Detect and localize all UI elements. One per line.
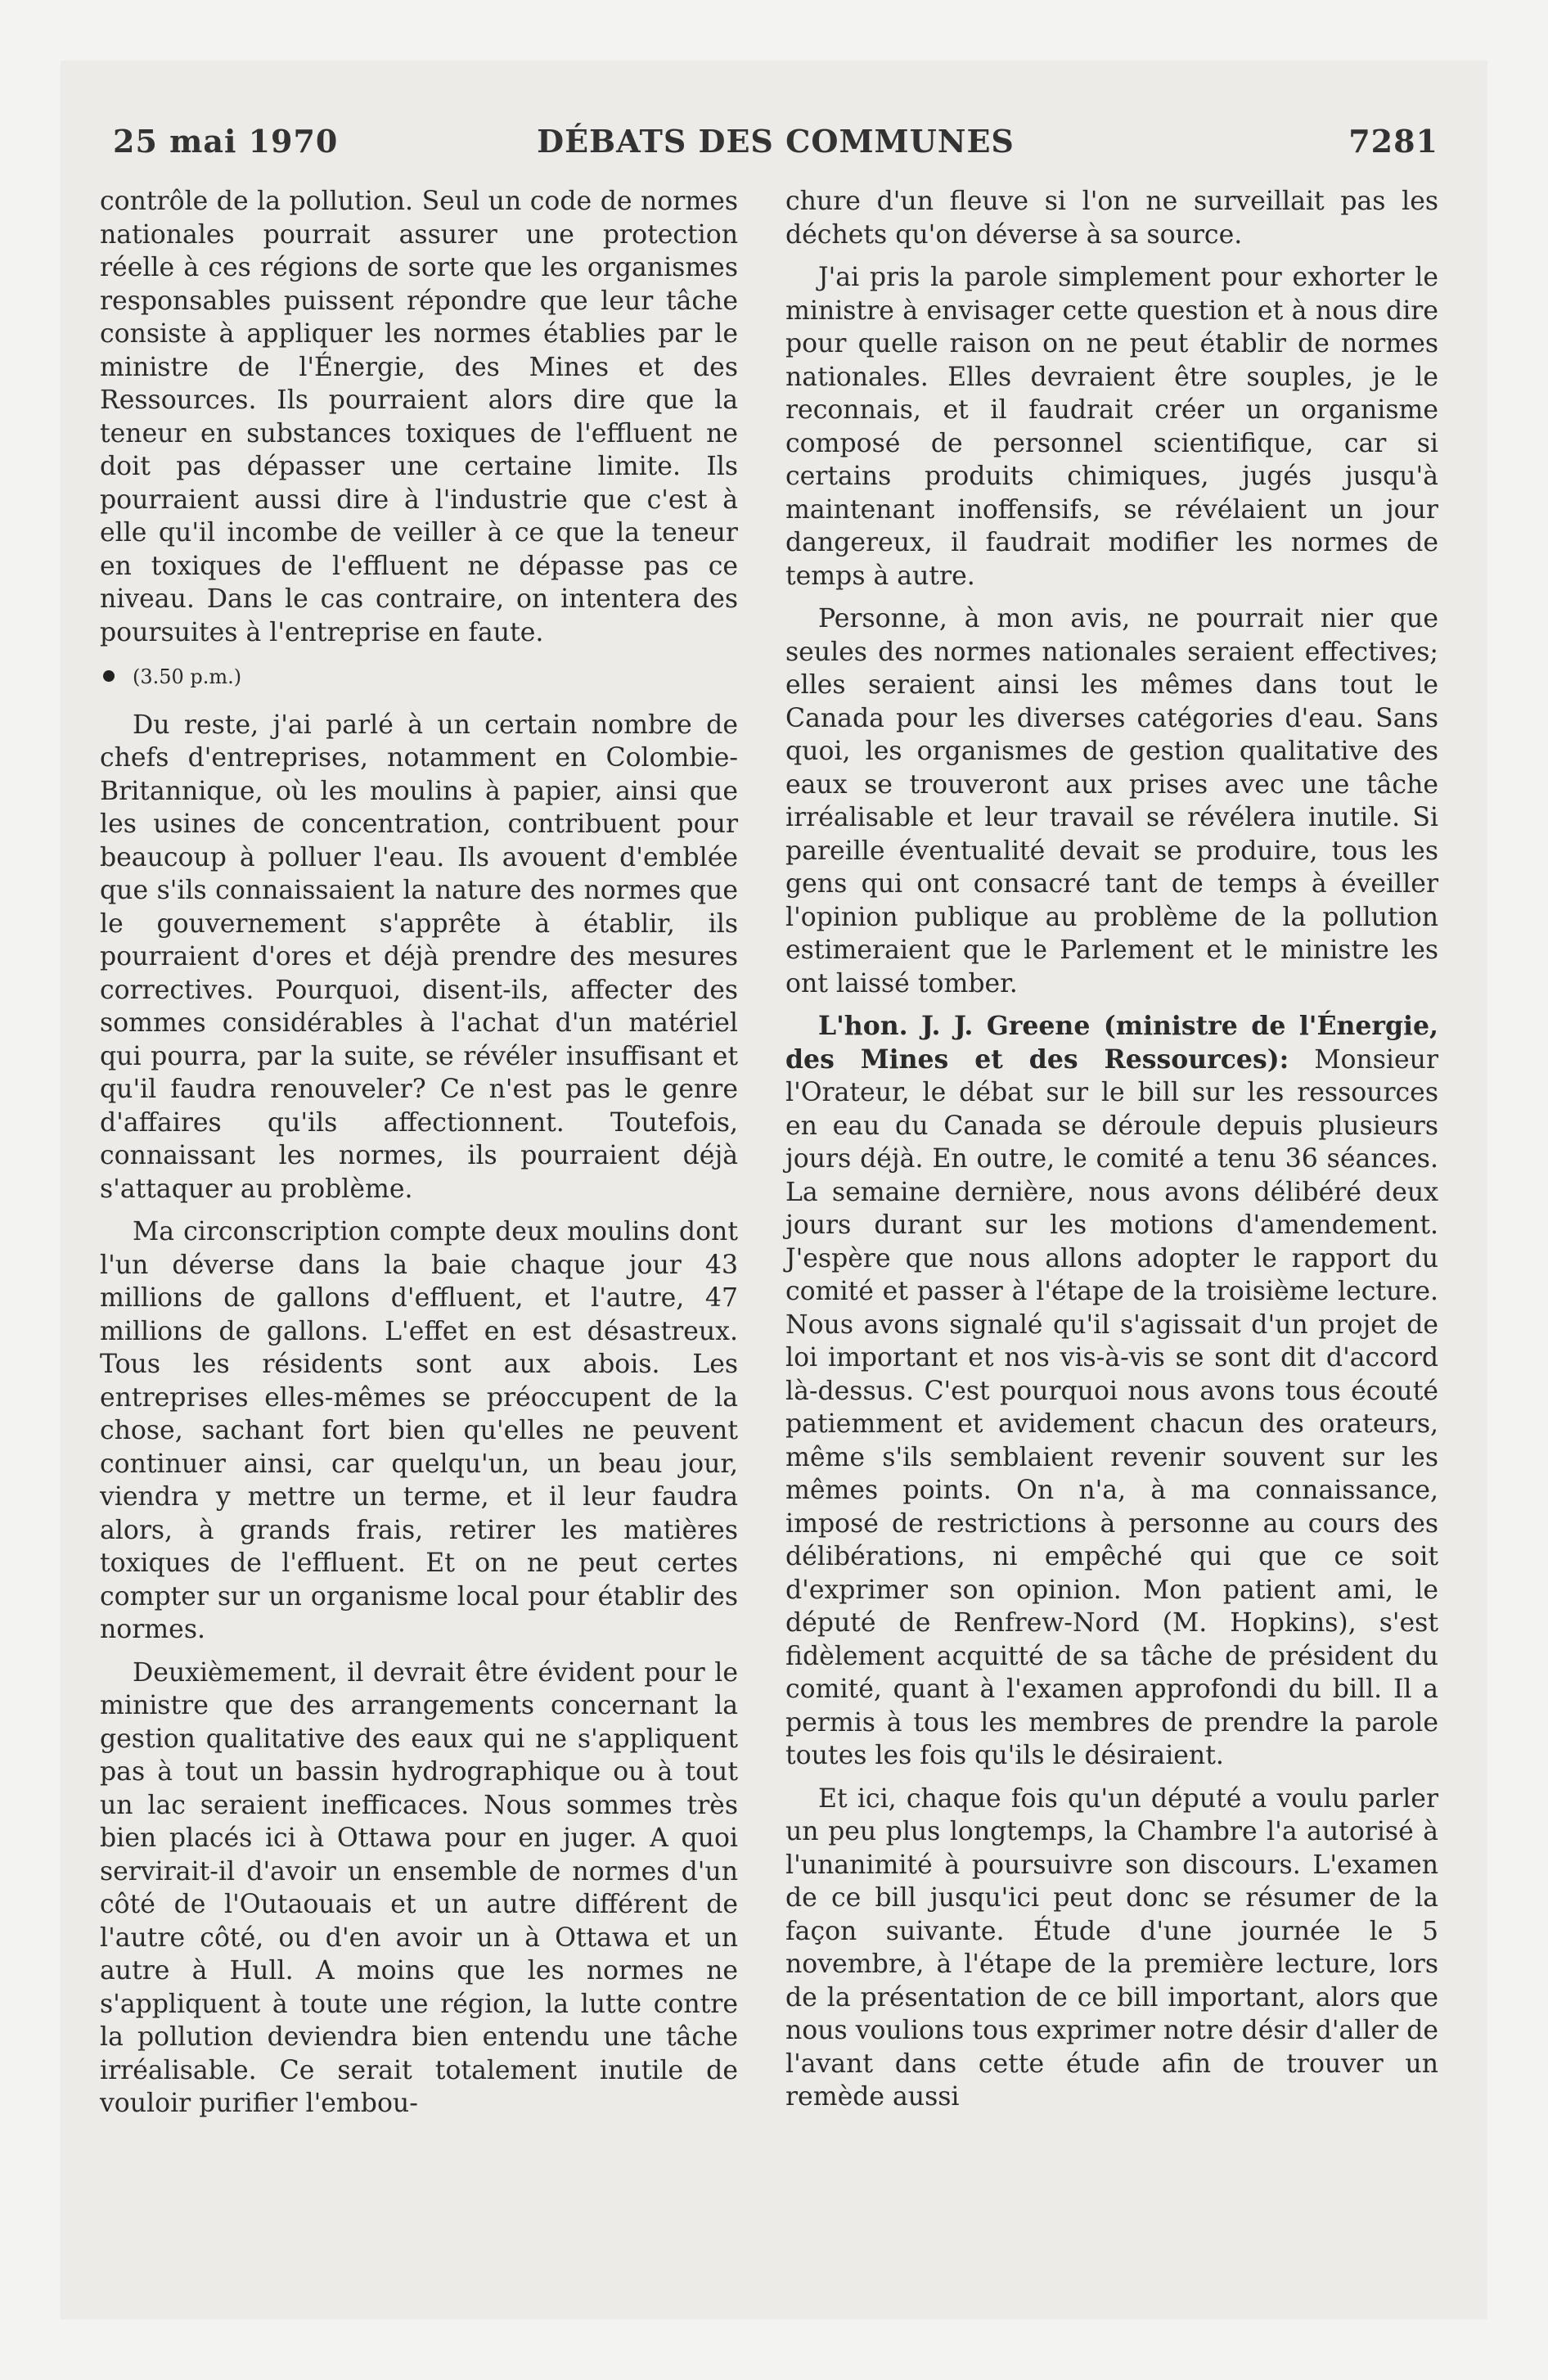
paragraph: chure d'un fleuve si l'on ne surveillait pas les déchets qu'on déverse à sa source. bbox=[785, 187, 1438, 250]
right-column bbox=[785, 185, 1438, 2124]
paragraph: Deuxièmement, il devrait être évident pour le ministre que des arrangements concernant la gestion qualitative des eaux qui ne s'appliquent pas à tout un bassin hydrographique ou à tout un lac seraient inefficaces. Nous sommes très bien placés ici à Ottawa pour en juger. A quoi servirait-il d'avoir un ensemble de normes d'un côté de l'Outaouais et un autre différent de l'autre côté, ou d'en avoir un à Ottawa et un autre à Hull. A moins que les normes ne s'appliquent à toute une région, la lutte contre la pollution deviendra bien entendu une tâche irréalisable. Ce serait totalement inutile de vouloir purifier l'embou- bbox=[100, 1657, 738, 2118]
paragraph: J'ai pris la parole simplement pour exhorter le ministre à envisager cette question et à nous dire pour quelle raison on ne peut établir de normes nationales. Elles devraient être souples, je le reconnais, et il faudrait créer un organisme composé de personnel scientifique, car si certains produits chimiques, jugés jusqu'à maintenant inoffensifs, se révélaient un jour dangereux, il faudrait modifier les normes de temps à autre. bbox=[785, 263, 1438, 591]
paragraph: Ma circonscription compte deux moulins dont l'un déverse dans la baie chaque jour 43 millions de gallons d'effluent, et l'autre, 47 millions de gallons. L'effet en est désastreux. Tous les résidents sont aux abois. Les entreprises elles-mêmes se préoccupent de la chose, sachant fort bien qu'elles ne peuvent continuer ainsi, car quelqu'un, un beau jour, viendra y mettre un terme, et il leur faudra alors, à grands frais, retirer les matières toxiques de l'effluent. Et on ne peut certes compter sur un organisme local pour établir des normes. bbox=[100, 1217, 738, 1644]
running-header bbox=[113, 123, 1438, 172]
paragraph: contrôle de la pollution. Seul un code de normes nationales pourrait assurer une protection réelle à ces régions de sorte que les organismes responsables puissent répondre que leur tâche consiste à appliquer les normes établies par le ministre de l'Énergie, des Mines et des Ressources. Ils pourraient alors dire que la teneur en substances toxiques de l'effluent ne doit pas dépasser une certaine limite. Ils pourraient aussi dire à l'industrie que c'est à elle qu'il incombe de veiller à ce que la teneur en toxiques de l'effluent ne dépasse pas ce niveau. Dans le cas contraire, on intentera des poursuites à l'entreprise en faute. bbox=[100, 187, 738, 647]
page-number: 7281 bbox=[1348, 123, 1438, 160]
left-column bbox=[100, 185, 738, 2130]
speech-paragraph bbox=[785, 1010, 1438, 1773]
paragraph: Du reste, j'ai parlé à un certain nombre de chefs d'entreprises, notamment en Colombie-Britannique, où les moulins à papier, ainsi que les usines de concentration, contribuent pour beaucoup à polluer l'eau. Ils avouent d'emblée que s'ils connaissaient la nature des normes que le gouvernement s'apprête à établir, ils pourraient d'ores et déjà prendre des mesures correctives. Pourquoi, disent-ils, affecter des sommes considérables à l'achat d'un matériel qui pourra, par la suite, se révéler insuffisant et qu'il faudra renouveler? Ce n'est pas le genre d'affaires qu'ils affectionnent. Toutefois, connaissant les normes, ils pourraient déjà s'attaquer au problème. bbox=[100, 710, 738, 1204]
time-stamp: (3.50 p.m.) bbox=[133, 665, 242, 688]
speech-text: Monsieur l'Orateur, le débat sur le bill sur les ressources en eau du Canada se déroule depuis plusieurs jours déjà. En outre, le comité a tenu 36 séances. La semaine dernière, nous avons délibéré deux jours durant sur les motions d'amendement. J'espère que nous allons adopter le rapport du comité et passer à l'étape de la troisième lecture. Nous avons signalé qu'il s'agissait d'un projet de loi important et nos vis-à-vis se sont dit d'accord là-dessus. C'est pourquoi nous avons tous écouté patiemment et avidement chacun des orateurs, même s'ils semblaient revenir souvent sur les mêmes points. On n'a, à ma connaissance, imposé de restrictions à personne au cours des délibérations, ni empêché qui que ce soit d'exprimer son opinion. Mon patient ami, le député de Renfrew-Nord (M. Hopkins), s'est fidèlement acquitté de sa tâche de président du comité, quant à l'examen approfondi du bill. Il a permis à tous les membres de prendre la parole toutes les fois qu'ils le désiraient. bbox=[785, 1044, 1438, 1770]
header-date: 25 mai 1970 bbox=[113, 123, 339, 160]
speaker-name: L'hon. J. J. Greene (ministre de l'Énergie, des Mines et des Ressources): bbox=[785, 1011, 1438, 1075]
time-marker bbox=[100, 660, 738, 694]
paragraph: Personne, à mon avis, ne pourrait nier que seules des normes nationales seraient effectives; elles seraient ainsi les mêmes dans tout le Canada pour les diverses catégories d'eau. Sans quoi, les organismes de gestion qualitative des eaux se trouveront aux prises avec une tâche irréalisable et leur travail se révélera inutile. Si pareille éventualité devait se produire, tous les gens qui ont consacré tant de temps à éveiller l'opinion publique au problème de la pollution estimeraient que le Parlement et le ministre les ont laissé tomber. bbox=[785, 604, 1438, 998]
header-title: DÉBATS DES COMMUNES bbox=[537, 123, 1015, 160]
paragraph: Et ici, chaque fois qu'un député a voulu parler un peu plus longtemps, la Chambre l'a autorisé à l'unanimité à poursuivre son discours. L'examen de ce bill jusqu'ici peut donc se résumer de la façon suivante. Étude d'une journée le 5 novembre, à l'étape de la première lecture, lors de la présentation de ce bill important, alors que nous voulions tous exprimer notre désir d'aller de l'avant dans cette étude afin de trouver un remède aussi bbox=[785, 1783, 1438, 2112]
bullet-icon bbox=[103, 670, 115, 682]
